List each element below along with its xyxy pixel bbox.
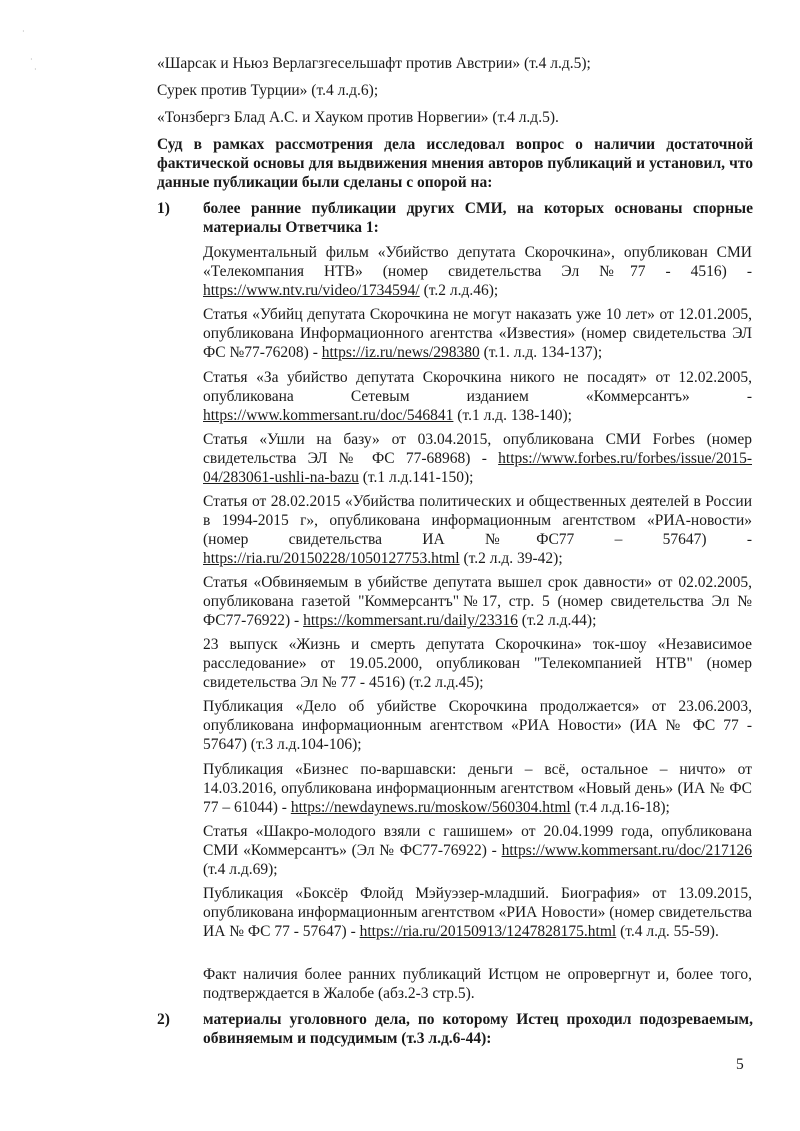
publication-text: Публикация «Бизнес по-варшавски: деньги – всё, остальное – ничто» от 14.03.2016, опубликована информационным агентством «Новый день» (ИА № ФС 77 – 61044) - xyxy=(203,761,752,816)
scan-mark: · xyxy=(22,27,25,36)
scan-mark: · xyxy=(34,65,37,74)
publication-6 xyxy=(203,573,752,630)
publication-ref: (т.4 л.д.16-18); xyxy=(570,799,670,816)
publication-8 xyxy=(203,697,752,754)
publication-ref: (т.2 л.д.44); xyxy=(517,612,597,629)
publication-ref: (т.1 л.д.141-150); xyxy=(358,469,474,486)
item-2-number: 2) xyxy=(157,1011,170,1028)
publication-text: Публикация «Дело об убийстве Скорочкина продолжается» от 23.06.2003, опубликована информационным агентством «РИА Новости» (ИА № ФС 77 - 57647) (т.3 л.д.104-106); xyxy=(203,698,752,753)
publication-text: Статья «За убийство депутата Скорочкина никого не посадят» от 12.02.2005, опубликована Сетевым изданием «Коммерсантъ» - xyxy=(203,369,752,405)
publication-3 xyxy=(203,368,752,425)
publication-text: Статья «Обвиняемым в убийстве депутата вышел срок давности» от 02.02.2005, опубликована газетой "Коммерсантъ"№17, стр. 5 (номер свидетельства Эл № ФС77-76922) - xyxy=(203,574,752,629)
publication-link[interactable]: https://ria.ru/20150228/1050127753.html xyxy=(203,550,460,567)
publication-ref: (т.4 л.д. 55-59). xyxy=(616,923,719,940)
publication-text: 23 выпуск «Жизнь и смерть депутата Скорочкина» ток-шоу «Независимое расследование» от 19.05.2000, опубликован "Телекомпанией НТВ" (номер свидетельства Эл № 77 - 4516) (т.2 л.д.45); xyxy=(203,636,752,691)
publication-text: Статья «Ушли на базу» от 03.04.2015, опубликована СМИ Forbes (номер свидетельства ЭЛ № ФС 77-68968) - xyxy=(203,431,752,467)
publication-text: Документальный фильм «Убийство депутата Скорочкина», опубликован СМИ «Телекомпания НТВ» (номер свидетельства Эл №77 - 4516) - xyxy=(203,244,752,280)
publication-ref: (т.1 л.д. 138-140); xyxy=(453,407,572,424)
publication-5 xyxy=(203,492,752,568)
publication-9 xyxy=(203,760,752,817)
publication-4 xyxy=(203,430,752,487)
publication-link[interactable]: https://kommersant.ru/daily/23316 xyxy=(303,612,518,629)
publication-7 xyxy=(203,635,752,692)
publication-ref: (т.1. л.д. 134-137); xyxy=(479,344,603,361)
publication-text: Публикация «Боксёр Флойд Мэйуэзер-младший. Биография» от 13.09.2015, опубликована информационным агентством «РИА Новости» (номер свидетельства ИА № ФС 77 - 57647) - xyxy=(203,885,752,940)
intro-paragraph: Суд в рамках рассмотрения дела исследовал вопрос о наличии достаточной фактической основы для выдвижения мнения авторов публикаций и установил, что данные публикации были сделаны с опорой на: xyxy=(157,136,753,191)
publication-link[interactable]: https://ria.ru/20150913/1247828175.html xyxy=(359,923,617,940)
case-line-2: Сурек против Турции» (т.4 л.д.6); xyxy=(157,82,379,99)
publication-link[interactable]: https://www.kommersant.ru/doc/546841 xyxy=(203,407,454,424)
item-1-title: более ранние публикации других СМИ, на которых основаны спорные материалы Ответчика 1: xyxy=(203,200,753,236)
scan-mark: · xyxy=(30,55,33,64)
publication-text: Статья от 28.02.2015 «Убийства политических и общественных деятелей в России в 1994-2015 г», опубликована информационным агентством «РИА-новости» (номер свидетельства ИА №ФС77 – 57647) - xyxy=(203,493,752,548)
publication-link[interactable]: https://www.forbes.ru/forbes/issue/2015-04/283061-ushli-na-bazu xyxy=(203,450,752,486)
publication-ref: (т.4 л.д.69); xyxy=(203,861,278,878)
publication-ref: (т.2 л.д. 39-42); xyxy=(459,550,563,567)
publication-11 xyxy=(203,884,752,941)
publication-link[interactable]: https://www.ntv.ru/video/1734594/ xyxy=(203,282,420,299)
publication-1 xyxy=(203,243,752,300)
publication-2 xyxy=(203,305,752,362)
publication-text: Статья «Убийц депутата Скорочкина не могут наказать уже 10 лет» от 12.01.2005, опубликована Информационного агентства «Известия» (номер свидетельства ЭЛ ФС №77-76208) - xyxy=(203,306,752,361)
page-number: 5 xyxy=(736,1056,744,1073)
case-line-3: «Тонзбергз Блад А.С. и Хауком против Норвегии» (т.4 л.д.5). xyxy=(157,109,559,126)
publication-link[interactable]: https://www.kommersant.ru/doc/217126 xyxy=(501,842,752,859)
publication-link[interactable]: https://iz.ru/news/298380 xyxy=(321,344,480,361)
item-2-title: материалы уголовного дела, по которому Истец проходил подозреваемым, обвиняемым и подсудимым (т.3 л.д.6-44): xyxy=(203,1011,753,1047)
item-1-number: 1) xyxy=(157,200,170,217)
publication-10 xyxy=(203,822,752,879)
case-line-1: «Шарсак и Ньюз Верлагзгесельшафт против Австрии» (т.4 л.д.5); xyxy=(157,55,591,72)
publication-ref: (т.2 л.д.46); xyxy=(419,282,499,299)
fact-paragraph: Факт наличия более ранних публикаций Истцом не опровергнут и, более того, подтверждается в Жалобе (абз.2-3 стр.5). xyxy=(203,966,752,1002)
publication-text: Статья «Шакро-молодого взяли с гашишем» от 20.04.1999 года, опубликована СМИ «Коммерсантъ» (Эл № ФС77-76922) - xyxy=(203,823,752,859)
publication-link[interactable]: https://newdaynews.ru/moskow/560304.html xyxy=(290,799,571,816)
